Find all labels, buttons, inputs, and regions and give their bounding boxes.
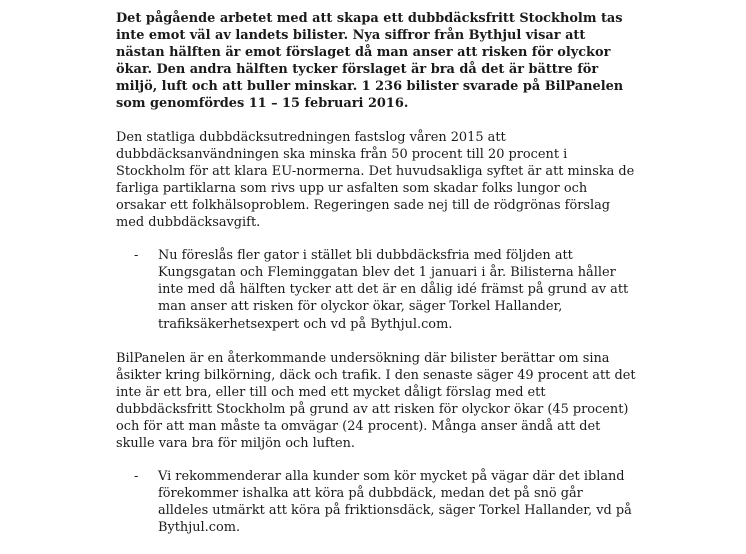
quote-bullet-1 bbox=[116, 247, 636, 332]
document-page bbox=[116, 10, 636, 554]
bullet-dash: - bbox=[134, 248, 139, 264]
bullet-dash: - bbox=[134, 469, 139, 485]
quote-text-2: Vi rekommenderar alla kunder som kör mycket på vägar där det ibland förekommer ishalka att köra på dubbdäck, medan det på snö går alldeles utmärkt att köra på friktionsdäck, säger Torkel Hallander, vd på Bythjul.com. bbox=[158, 469, 632, 536]
quote-bullet-2 bbox=[116, 468, 636, 536]
body-paragraph-2: BilPanelen är en återkommande undersökning där bilister berättar om sina åsikter kring bilkörning, däck och trafik. I den senaste säger 49 procent att det inte är ett bra, eller till och med ett mycket dåligt förslag med ett dubbdäcksfritt Stockholm på grund av att risken för olyckor ökar (45 procent) och för att man måste ta omvägar (24 procent). Många anser ändå att det skulle vara bra för miljön och luften. bbox=[116, 350, 636, 452]
body-paragraph-1: Den statliga dubbdäcksutredningen fastslog våren 2015 att dubbdäcksanvändningen ska minska från 50 procent till 20 procent i Stockholm för att klara EU-normerna. Det huvudsakliga syftet är att minska de farliga partiklarna som rivs upp ur asfalten som skadar folks lungor och orsakar ett folkhälsoproblem. Regeringen sade nej till de rödgrönas förslag med dubbdäcksavgift. bbox=[116, 129, 635, 231]
lead-paragraph: Det pågående arbetet med att skapa ett dubbdäcksfritt Stockholm tas inte emot väl av landets bilister. Nya siffror från Bythjul visar att nästan hälften är emot förslaget då man anser att risken för olyckor ökar. Den andra hälften tycker förslaget är bra då det är bättre för miljö, luft och att buller minskar. 1 236 bilister svarade på BilPanelen som genomfördes 11 – 15 februari 2016. bbox=[116, 11, 624, 112]
quote-text-1: Nu föreslås fler gator i stället bli dubbdäcksfria med följden att Kungsgatan och Fleminggatan blev det 1 januari i år. Bilisterna håller inte med då hälften tycker att det är en dålig idé främst på grund av att man anser att risken för olyckor ökar, säger Torkel Hallander, trafiksäkerhetsexpert och vd på Bythjul.com. bbox=[158, 248, 629, 332]
